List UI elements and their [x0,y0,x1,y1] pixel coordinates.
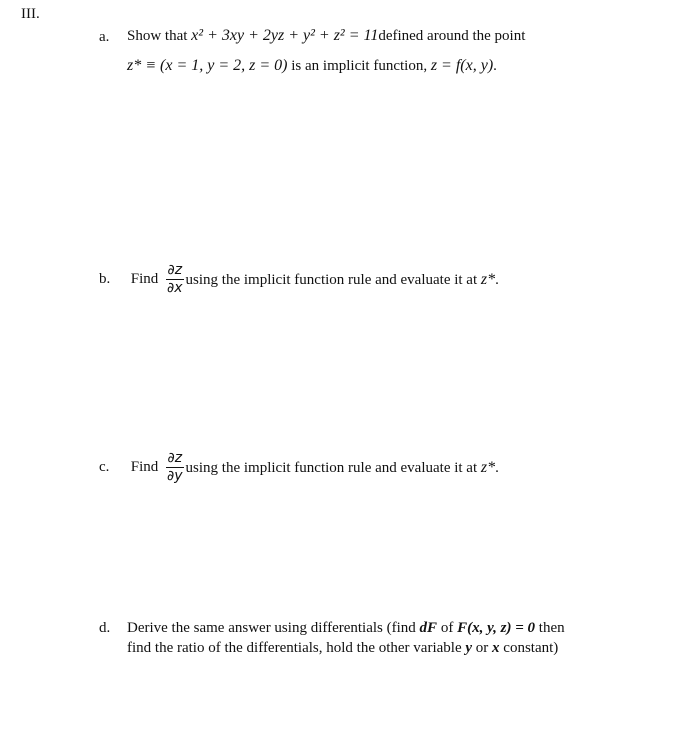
item-a-function: z = f(x, y) [430,57,494,74]
section-label: III. [21,6,40,22]
item-c-rest [186,459,499,477]
item-c-point: z* [480,458,496,476]
item-d-y: y [465,640,473,656]
item-c-rest-text: using the implicit function rule and evaluate it at [185,459,478,476]
item-a-point: z* ≡ (x = 1, y = 2, z = 0) [127,57,288,74]
item-b-find: Find [130,271,159,287]
item-b-letter: b. [99,270,111,287]
item-d-x: x [492,640,500,656]
item-b [99,262,499,297]
item-b-denominator: ∂x [167,280,183,296]
item-d-line2 [127,640,558,657]
item-c [99,450,499,485]
item-d-dF: dF [419,620,438,636]
item-b-numerator: ∂z [167,262,183,278]
item-c-find: Find [130,459,159,475]
item-c-denominator: ∂y [167,468,183,484]
item-a-equation: x² + 3xy + 2yz + y² + z² = 11 [191,27,379,44]
item-c-end: . [495,459,499,476]
item-d-letter: d. [99,620,111,636]
item-b-rest-text: using the implicit function rule and evaluate it at [185,271,478,288]
item-d-line1-c: then [538,620,565,636]
item-b-point: z* [480,270,496,288]
item-b-fraction [166,262,184,297]
item-a-letter: a. [99,29,110,45]
item-d-line2-a: find the ratio of the differentials, hold the other variable [127,640,462,656]
item-a-line1-tail: defined around the point [378,28,526,44]
item-d-line1-b: of [440,620,454,636]
item-c-fraction [166,450,184,485]
item-c-letter: c. [99,458,110,475]
item-a-line2 [127,57,497,75]
item-d-line2-end: constant) [503,640,559,656]
item-d-Fxyz: F(x, y, z) = 0 [457,620,536,636]
item-d-line1-a: Derive the same answer using differentials (find [127,620,416,636]
item-b-end: . [495,271,499,288]
item-d-line2-or: or [475,640,489,656]
item-a-line2-mid: is an implicit function, [291,58,428,74]
item-a-show-that: Show that [127,28,188,44]
item-c-numerator: ∂z [167,450,183,466]
item-d-line1 [127,620,565,637]
item-b-rest [186,271,499,289]
item-a-line2-end: . [493,58,497,74]
item-a-line1 [127,27,525,45]
